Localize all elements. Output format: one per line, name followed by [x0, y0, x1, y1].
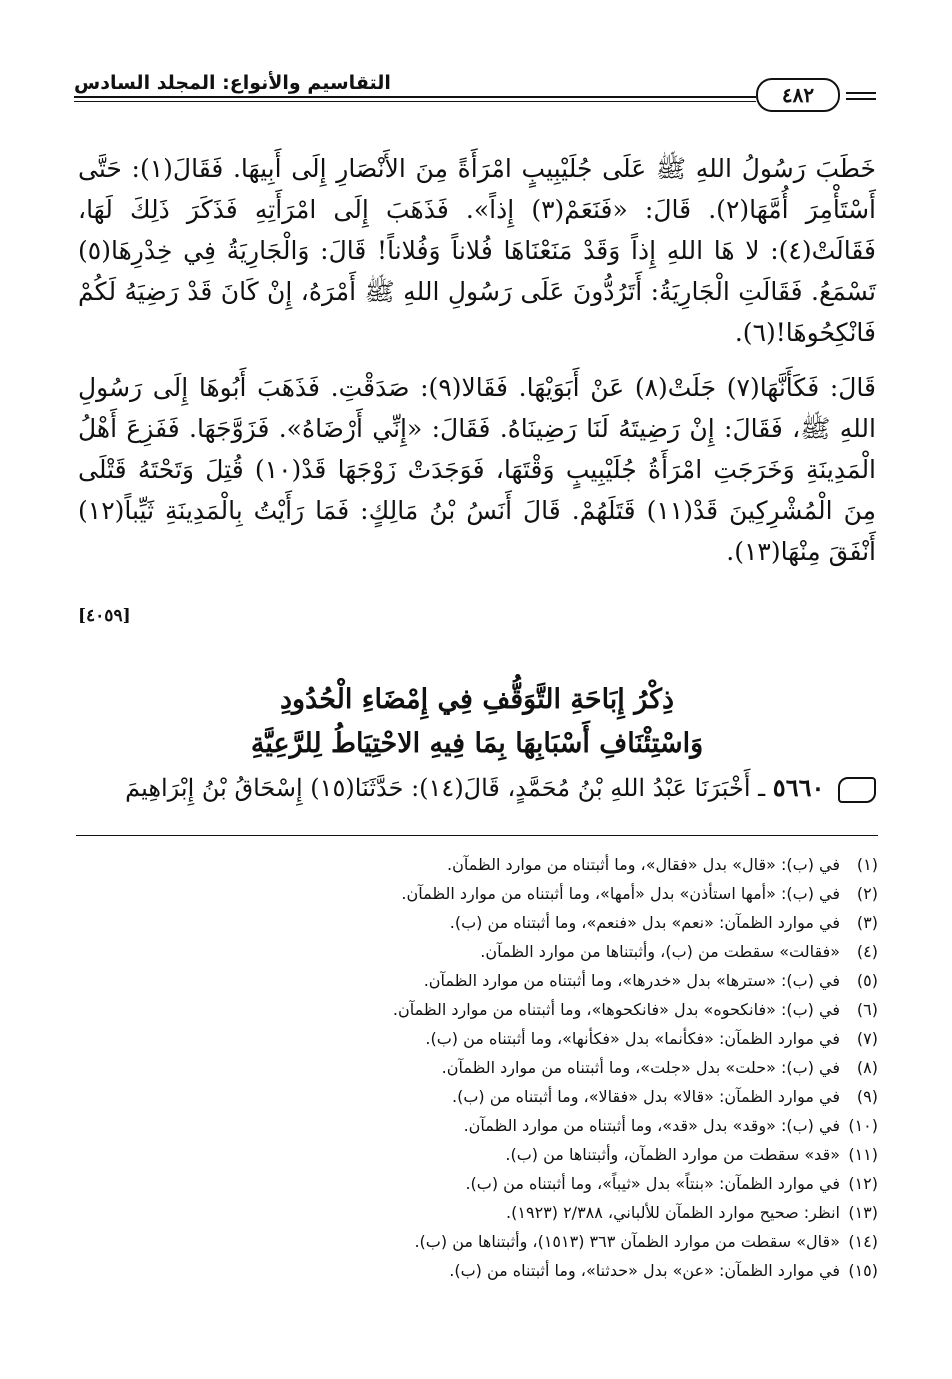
footnote-number: (١٣) — [848, 1203, 878, 1222]
paragraph-1: خَطَبَ رَسُولُ اللهِ ﷺ عَلَى جُلَيْبِيبٍ امْرَأَةً مِنَ الأَنْصَارِ إِلَى أَبِيهَا. فَقَالَ(١): حَتَّى أَسْتَأْمِرَ أُمَّهَا(٢). قَالَ: «فَنَعَمْ(٣) إِذاً». فَذَهَبَ إِلَى امْرَأَتِهِ فَذَكَرَ ذَلِكَ لَهَا، فَقَالَتْ(٤): لا هَا اللهِ إِذاً وَقَدْ مَنَعْنَاهَا فُلاناً وَفُلاناً! قَالَ: وَالْجَارِيَةُ فِي خِدْرِهَا(٥) تَسْمَعُ. فَقَالَتِ الْجَارِيَةُ: أَتَرُدُّونَ عَلَى رَسُولِ اللهِ ﷺ أَمْرَهُ، إِنْ كَانَ قَدْ رَضِيَهُ لَكُمْ فَانْكِحُوهَا!(٦). — [78, 154, 876, 347]
running-title: التقاسيم والأنواع: المجلد السادس — [74, 72, 391, 94]
footnote-number: (١٤) — [848, 1232, 878, 1251]
hadith-start — [78, 773, 876, 803]
footnote-number: (٤) — [856, 942, 878, 961]
footnote-text: في (ب): «قال» بدل «فقال»، وما أثبتناه من موارد الظمآن. — [447, 855, 840, 874]
header-rule — [74, 96, 756, 98]
footnote-text: في (ب): «وقد» بدل «قد»، وما أثبتناه من موارد الظمآن. — [463, 1116, 840, 1135]
footnote-number: (١٥) — [848, 1261, 878, 1280]
footnote-item — [76, 1111, 878, 1140]
header-rule-thin — [74, 101, 756, 102]
footnote-item — [76, 995, 878, 1024]
hadith-marker-icon — [838, 777, 876, 803]
footnote-text: في (ب): «سترها» بدل «خدرها»، وما أثبتناه من موارد الظمآن. — [423, 971, 840, 990]
footnote-item — [76, 1053, 878, 1082]
paragraph-2: قَالَ: فَكَأَنَّهَا(٧) جَلَتْ(٨) عَنْ أَبَوَيْهَا. فَقَالا(٩): صَدَقْتِ. فَذَهَبَ أَبُوهَا إِلَى رَسُولِ اللهِ ﷺ، فَقَالَ: إِنْ رَضِيتَهُ لَنَا رَضِينَاهُ. فَقَالَ: «إِنِّي أَرْضَاهُ». فَزَوَّجَهَا. فَفَزِعَ أَهْلُ الْمَدِينَةِ وَخَرَجَتِ امْرَأَةُ جُلَيْبِيبٍ وَقْتَهَا، فَوَجَدَتْ زَوْجَهَا قَدْ(١٠) قُتِلَ وَتَحْتَهُ قَتْلَى مِنَ الْمُشْرِكِينَ قَدْ(١١) قَتَلَهُمْ. قَالَ أَنَسُ بْنُ مَالِكٍ: فَمَا رَأَيْتُ بِالْمَدِينَةِ ثَيِّباً(١٢) أَنْفَقَ مِنْهَا(١٣). — [78, 373, 877, 566]
footnote-text: في (ب): «فانكحوه» بدل «فانكحوها»، وما أثبتناه من موارد الظمآن. — [392, 1000, 840, 1019]
footnote-text: «قال» سقطت من موارد الظمآن ٣٦٣ (١٥١٣)، وأثبتناها من (ب). — [414, 1232, 840, 1251]
hadith-number: ٥٦٦٠ — [772, 773, 825, 802]
header-ornament — [846, 92, 876, 104]
footnote-number: (٨) — [856, 1058, 878, 1077]
footnote-text: في موارد الظمآن: «بنتاً» بدل «ثيباً»، وما أثبتناه من (ب). — [465, 1174, 840, 1193]
footnote-number: (١٠) — [848, 1116, 878, 1135]
footnote-number: (١٢) — [848, 1174, 878, 1193]
footnotes — [76, 850, 878, 1285]
footnote-text: في (ب): «حلت» بدل «جلت»، وما أثبتناه من موارد الظمآن. — [441, 1058, 840, 1077]
footnote-item — [76, 1082, 878, 1111]
footnote-item — [76, 937, 878, 966]
footnote-item — [76, 850, 878, 879]
footnote-item — [76, 1256, 878, 1285]
footnote-item — [76, 1140, 878, 1169]
footnote-number: (٣) — [856, 913, 878, 932]
hadith-text: ـ أَخْبَرَنَا عَبْدُ اللهِ بْنُ مُحَمَّدٍ، قَالَ(١٤): حَدَّثَنَا(١٥) إِسْحَاقُ بْنُ إِبْرَاهِيمَ — [125, 774, 766, 802]
footnote-number: (٢) — [856, 884, 878, 903]
heading-line-1: ذِكْرُ إِبَاحَةِ التَّوَقُّفِ فِي إِمْضَاءِ الْحُدُودِ — [280, 684, 674, 715]
footnote-number: (١) — [856, 855, 878, 874]
footnote-item — [76, 1198, 878, 1227]
footnote-number: (٦) — [856, 1000, 878, 1019]
footnote-text: في موارد الظمآن: «نعم» بدل «فنعم»، وما أثبتناه من (ب). — [449, 913, 840, 932]
hadith-reference: [٤٠٥٩] — [78, 606, 131, 626]
footnote-text: في موارد الظمآن: «فكأنما» بدل «فكأنها»، وما أثبتناه من (ب). — [425, 1029, 840, 1048]
footnote-text: في موارد الظمآن: «عن» بدل «حدثنا»، وما أثبتناه من (ب). — [449, 1261, 840, 1280]
footnote-number: (٥) — [856, 971, 878, 990]
page-header — [74, 68, 876, 112]
footnote-number: (١١) — [848, 1145, 878, 1164]
footnote-item — [76, 1169, 878, 1198]
footnote-text: في (ب): «أمها استأذن» بدل «أمها»، وما أثبتناه من موارد الظمآن. — [401, 884, 840, 903]
footnote-text: «قد» سقطت من موارد الظمآن، وأثبتناها من (ب). — [505, 1145, 840, 1164]
main-text — [78, 148, 876, 586]
heading-line-2: وَاسْتِئْنَافِ أَسْبَابِهَا بِمَا فِيهِ الاحْتِيَاطُ لِلرَّعِيَّةِ — [250, 728, 704, 759]
footnote-text: «فقالت» سقطت من (ب)، وأثبتناها من موارد الظمآن. — [480, 942, 840, 961]
footnote-number: (٩) — [856, 1087, 878, 1106]
page-number: ٤٨٢ — [756, 78, 840, 112]
footnote-text: انظر: صحيح موارد الظمآن للألباني، ٢/٣٨٨ (١٩٢٣). — [506, 1203, 840, 1222]
section-heading — [78, 678, 876, 766]
footnote-item — [76, 966, 878, 995]
footnote-divider — [76, 835, 878, 836]
footnote-item — [76, 1227, 878, 1256]
footnote-item — [76, 908, 878, 937]
footnote-text: في موارد الظمآن: «قالا» بدل «فقالا»، وما أثبتناه من (ب). — [452, 1087, 840, 1106]
footnote-item — [76, 879, 878, 908]
footnote-item — [76, 1024, 878, 1053]
footnote-number: (٧) — [856, 1029, 878, 1048]
